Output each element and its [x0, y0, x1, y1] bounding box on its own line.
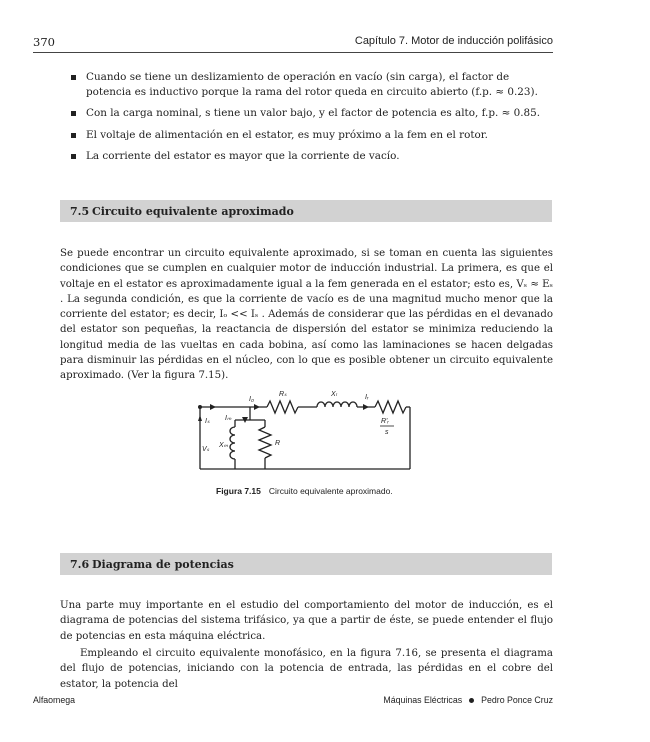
- section-7-6-paragraph-1: Una parte muy importante en el estudio del comportamiento del motor de inducción, es el diagrama de potencias del sistema trifásico, ya que a partir de éste, se puede entender el flujo de potencias en esta máquina eléctrica.: [60, 600, 553, 642]
- section-7-5-paragraph: Se puede encontrar un circuito equivalente aproximado, si se toman en cuenta las siguientes condiciones que se cumplen en cualquier motor de inducción industrial. La primera, es que el voltaje en el estator es aproximadamente igual a la fem generada en el estator; esto es, Vₛ ≈ Eₛ . La segunda condición, es que la corriente de vacío es de una magnitud mucho menor que la corriente del estator; es decir, Iₒ << Iₛ . Además de considerar que las pérdidas en el devanado del estator son pequeñas, la reactancia de dispersión del estator se minimiza reduciendo la longitud media de las vueltas en cada bobina, así como las laminaciones se hacen delgadas para disminuir las pérdidas en el núcleo, con lo que es posible obtener un circuito equivalente aproximado. (Ver la figura 7.15).: [60, 248, 553, 382]
- arrow-io: [254, 404, 260, 410]
- arrow-vs: [198, 415, 202, 421]
- resistor-rs: [267, 401, 298, 413]
- figure-caption: [216, 486, 393, 496]
- running-title: Capítulo 7. Motor de inducción polifásico: [354, 35, 553, 47]
- bullet-item: [60, 149, 552, 164]
- header-rule: [33, 52, 553, 53]
- terminal-dot: [198, 405, 202, 409]
- label-im: Iₘ: [225, 415, 232, 422]
- section-heading-7-6: [60, 553, 552, 575]
- bullet-item: [60, 128, 552, 143]
- section-7-6-paragraph-2: Empleando el circuito equivalente monofásico, en la figura 7.16, se presenta el diagrama del flujo de potencias, iniciando con la potencia de entrada, las pérdidas en el cobre del estator, la potencia del: [60, 648, 553, 690]
- label-io: I₀: [249, 396, 254, 403]
- arrow-is: [210, 404, 216, 410]
- circuit-diagram: [195, 385, 420, 485]
- bullet-marker: [71, 111, 76, 116]
- label-rr-num: R'ᵣ: [381, 418, 389, 425]
- bullet-text: Cuando se tiene un deslizamiento de operación en vacío (sin carga), el factor de potencia es inductivo porque la rama del rotor queda en circuito abierto (f.p. ≈ 0.23).: [86, 71, 538, 98]
- bullet-marker: [71, 154, 76, 159]
- footer-book-title: Máquinas Eléctricas: [383, 695, 463, 705]
- page-number: 370: [33, 35, 55, 49]
- bullet-marker: [71, 133, 76, 138]
- arrow-ir: [363, 404, 369, 410]
- footer-author: Pedro Ponce Cruz: [481, 695, 553, 705]
- bullet-text: La corriente del estator es mayor que la corriente de vacío.: [86, 150, 400, 162]
- bullet-item: [60, 70, 552, 99]
- section-title: Circuito equivalente aproximado: [92, 205, 294, 218]
- bullet-text: El voltaje de alimentación en el estator, es muy próximo a la fem en el rotor.: [86, 128, 488, 141]
- section-heading-7-5: [60, 200, 552, 222]
- bullet-list: [60, 70, 552, 171]
- label-is: Iₛ: [205, 418, 210, 425]
- section-number: 7.5: [70, 205, 90, 218]
- label-ir: Iᵣ: [365, 394, 369, 401]
- label-r: R: [275, 440, 281, 447]
- bullet-text: Con la carga nominal, s tiene un valor bajo, y el factor de potencia es alto, f.p. ≈ 0.85.: [86, 107, 541, 119]
- footer-separator-dot: [469, 698, 474, 703]
- bullet-item: [60, 106, 552, 121]
- section-number: 7.6: [70, 558, 90, 571]
- inductor-xm: [230, 427, 235, 459]
- resistor-rr-s: [375, 401, 406, 413]
- resistor-r: [259, 427, 271, 458]
- bullet-marker: [71, 75, 76, 80]
- figure-label: Figura 7.15: [216, 486, 261, 496]
- inductor-xl: [317, 402, 357, 407]
- footer-book-info: [383, 695, 553, 705]
- footer-publisher: Alfaomega: [33, 695, 76, 705]
- label-vs: Vₛ: [202, 446, 210, 453]
- figure-caption-text: Circuito equivalente aproximado.: [268, 486, 393, 496]
- label-xm: Xₘ: [219, 442, 229, 449]
- label-rs: Rₛ: [279, 391, 287, 398]
- label-xl: Xₗ: [331, 391, 337, 398]
- section-title: Diagrama de potencias: [92, 558, 234, 571]
- label-rr-den: s: [385, 429, 389, 436]
